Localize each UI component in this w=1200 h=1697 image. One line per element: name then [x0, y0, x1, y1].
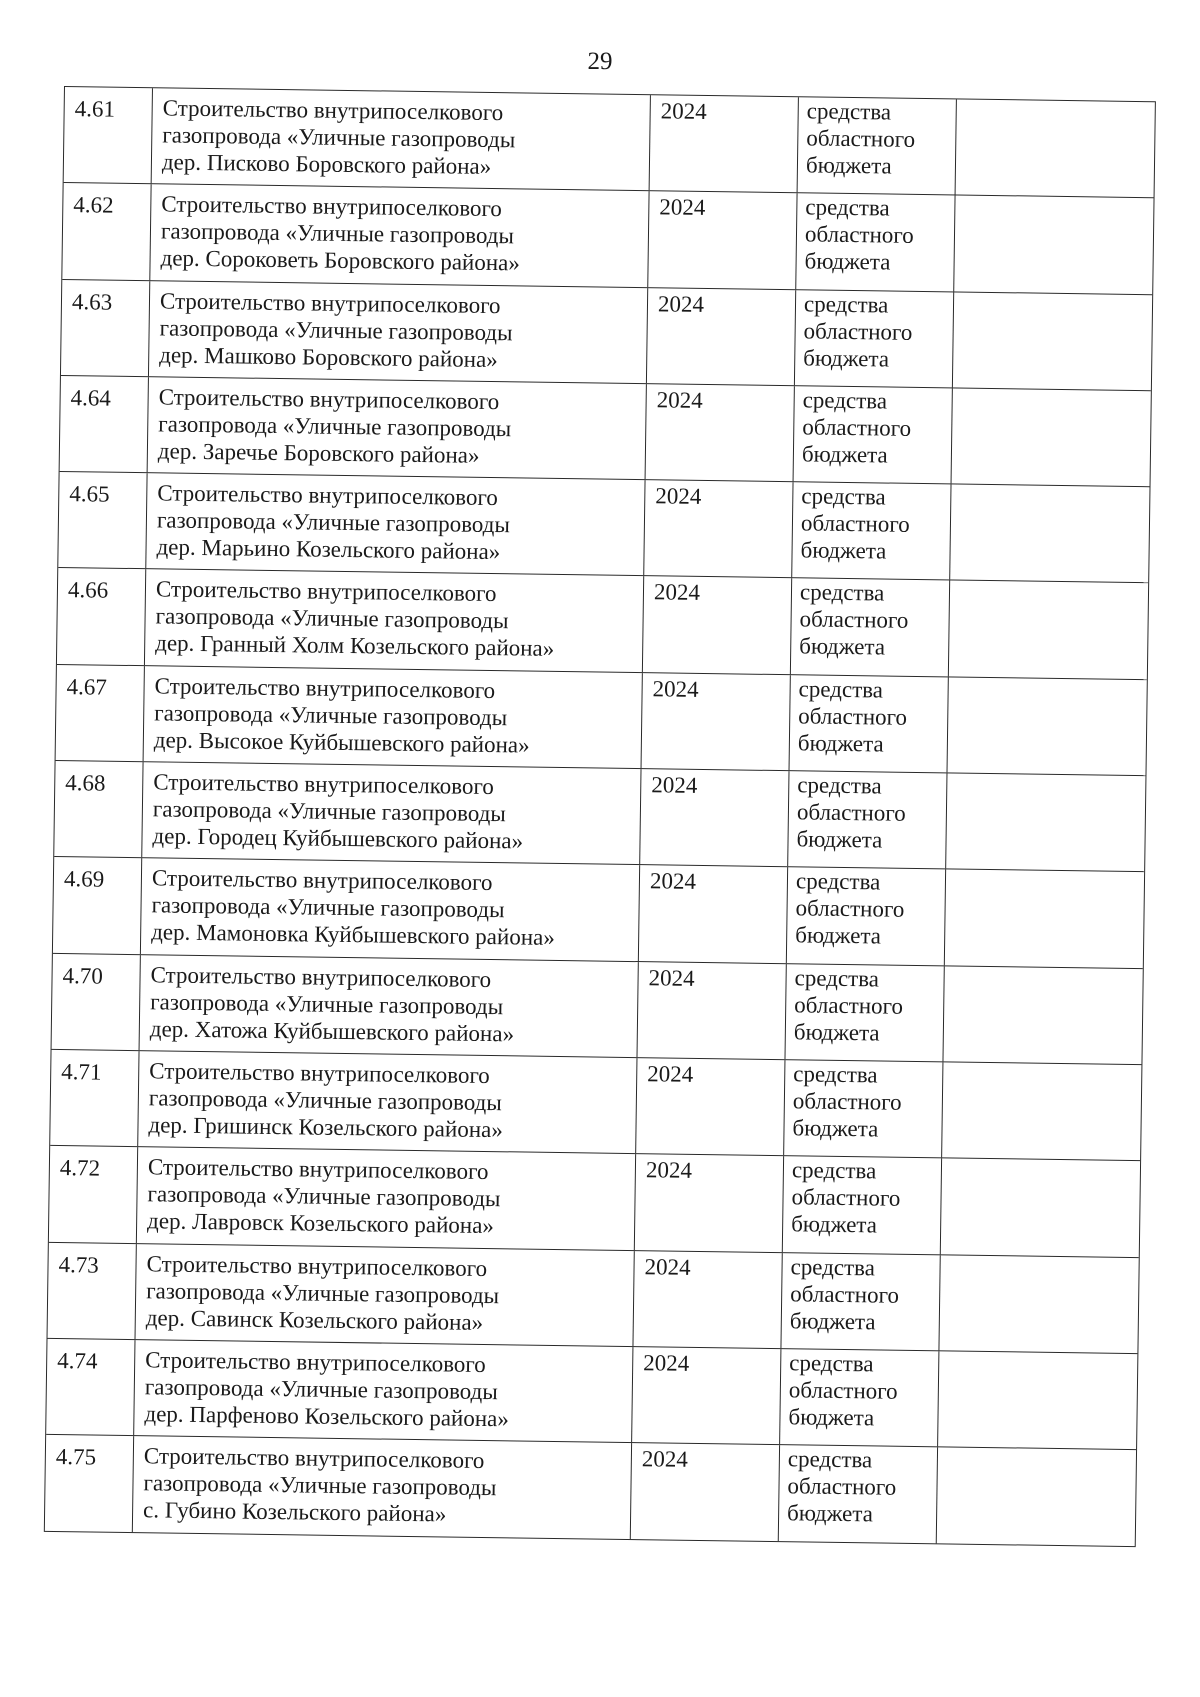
- empty-cell: [942, 1062, 1141, 1160]
- item-name-line: с. Губино Козельского района»: [142, 1497, 447, 1527]
- item-name-line: Строительство внутрипоселкового: [147, 1154, 489, 1185]
- item-name-line: дер. Парфеново Козельского района»: [144, 1401, 510, 1432]
- item-name-line: дер. Сороковеть Боровского района»: [160, 245, 521, 276]
- empty-cell: [945, 870, 1144, 968]
- table-row: [64, 87, 1155, 199]
- item-name-line: дер. Мамоновка Куйбышевского района»: [151, 919, 556, 951]
- item-number-cell: 4.65: [58, 472, 147, 569]
- item-year-cell: 2024: [633, 1251, 782, 1348]
- funding-source-cell: [783, 1156, 942, 1253]
- document-table: [44, 86, 1156, 1548]
- item-year-cell: 2024: [635, 1154, 784, 1251]
- item-name-line: Строительство внутрипоселкового: [143, 1443, 485, 1474]
- funding-source-line: областного: [795, 895, 905, 923]
- item-number-cell: 4.61: [64, 87, 153, 184]
- item-year-cell: 2024: [643, 577, 792, 674]
- funding-source-line: бюджета: [800, 537, 887, 564]
- item-name-cell: [141, 859, 640, 961]
- table-row: [54, 761, 1145, 873]
- item-name-line: газопровода «Уличные газопроводы: [160, 218, 515, 249]
- item-name-line: газопровода «Уличные газопроводы: [151, 892, 505, 923]
- funding-source-line: средства: [797, 772, 882, 799]
- item-year-cell: 2024: [650, 95, 799, 192]
- item-year-cell: 2024: [640, 769, 789, 866]
- item-name-cell: [149, 281, 648, 383]
- funding-source-line: бюджета: [796, 826, 883, 853]
- item-name-line: газопровода «Уличные газопроводы: [158, 411, 512, 442]
- item-name-line: Строительство внутрипоселкового: [157, 480, 499, 511]
- funding-source-line: средства: [793, 1061, 878, 1088]
- funding-source-line: средства: [789, 1350, 874, 1377]
- item-name-line: газопровода «Уличные газопроводы: [150, 988, 504, 1019]
- item-number-cell: 4.68: [54, 761, 143, 858]
- item-name-line: дер. Марьино Козельского района»: [156, 534, 501, 565]
- funding-source-cell: [796, 194, 955, 291]
- item-name-cell: [138, 1051, 637, 1153]
- funding-source-cell: [795, 290, 954, 387]
- empty-cell: [953, 292, 1152, 390]
- item-name-cell: [144, 666, 643, 768]
- item-name-line: газопровода «Уличные газопроводы: [143, 1470, 497, 1501]
- funding-source-cell: [779, 1445, 938, 1543]
- item-year-cell: 2024: [647, 288, 796, 385]
- empty-cell: [939, 1255, 1138, 1353]
- item-number-cell: 4.63: [61, 280, 150, 377]
- funding-source-line: средства: [802, 387, 888, 414]
- table-row: [48, 1242, 1139, 1354]
- empty-cell: [952, 388, 1151, 486]
- item-number-cell: 4.72: [49, 1146, 138, 1243]
- funding-source-line: средства: [795, 868, 881, 895]
- item-number-cell: 4.74: [46, 1339, 135, 1436]
- funding-source-line: областного: [790, 1280, 900, 1308]
- item-name-line: Строительство внутрипоселкового: [153, 769, 494, 800]
- empty-cell: [956, 99, 1155, 197]
- table-row: [45, 1435, 1136, 1547]
- item-name-line: дер. Хатожа Куйбышевского района»: [149, 1015, 515, 1047]
- item-name-cell: [137, 1147, 636, 1249]
- funding-source-cell: [792, 482, 951, 579]
- table-row: [60, 376, 1151, 488]
- funding-source-line: областного: [802, 414, 912, 441]
- item-name-cell: [133, 1436, 632, 1539]
- funding-source-cell: [790, 675, 949, 772]
- empty-cell: [950, 485, 1149, 583]
- table-row: [57, 568, 1148, 680]
- empty-cell: [938, 1351, 1137, 1449]
- item-number-cell: 4.70: [52, 954, 141, 1051]
- funding-source-line: бюджета: [788, 1404, 875, 1431]
- funding-source-line: средства: [798, 676, 884, 703]
- table-row: [50, 1050, 1141, 1162]
- item-name-line: Строительство внутрипоселкового: [151, 865, 493, 896]
- funding-source-line: средства: [806, 98, 892, 125]
- empty-cell: [943, 966, 1142, 1064]
- page-number: 29: [587, 48, 613, 75]
- item-name-line: Строительство внутрипоселкового: [150, 961, 492, 992]
- empty-cell: [948, 677, 1147, 775]
- item-name-line: газопровода «Уличные газопроводы: [156, 507, 511, 538]
- item-name-line: газопровода «Уличные газопроводы: [152, 796, 507, 827]
- item-name-line: газопровода «Уличные газопроводы: [147, 1181, 501, 1212]
- item-number-cell: 4.64: [60, 376, 149, 473]
- item-name-line: дер. Высокое Куйбышевского района»: [153, 727, 530, 758]
- item-number-cell: 4.73: [48, 1242, 137, 1339]
- funding-source-line: бюджета: [801, 441, 888, 468]
- funding-source-line: средства: [799, 579, 885, 606]
- item-name-line: Строительство внутрипоселкового: [158, 384, 500, 414]
- funding-source-cell: [784, 1060, 943, 1157]
- item-name-line: дер. Машково Боровского района»: [159, 341, 498, 372]
- funding-source-line: средства: [790, 1253, 876, 1280]
- item-name-cell: [140, 955, 639, 1057]
- item-name-line: Строительство внутрипоселкового: [149, 1058, 490, 1089]
- funding-source-line: областного: [804, 221, 914, 249]
- funding-source-line: средства: [794, 964, 880, 992]
- funding-source-line: областного: [787, 1473, 897, 1500]
- item-name-line: дер. Городец Куйбышевского района»: [152, 823, 524, 854]
- item-year-cell: 2024: [631, 1443, 780, 1541]
- funding-source-line: бюджета: [799, 633, 886, 661]
- funding-source-line: областного: [794, 991, 904, 1019]
- item-name-cell: [150, 185, 649, 287]
- funding-source-line: областного: [800, 510, 910, 538]
- funding-source-cell: [780, 1349, 939, 1446]
- funding-source-line: областного: [806, 125, 916, 152]
- item-year-cell: 2024: [644, 480, 793, 577]
- funding-source-cell: [794, 386, 953, 483]
- funding-source-line: областного: [788, 1377, 898, 1404]
- table-row: [53, 857, 1144, 969]
- funding-source-cell: [785, 964, 944, 1061]
- item-name-line: дер. Лавровск Козельского района»: [146, 1208, 495, 1239]
- funding-source-line: бюджета: [793, 1018, 880, 1046]
- item-name-line: газопровода «Уличные газопроводы: [146, 1277, 500, 1308]
- funding-source-line: бюджета: [791, 1211, 878, 1238]
- funding-source-line: областного: [798, 703, 908, 730]
- empty-cell: [941, 1159, 1140, 1257]
- item-name-cell: [136, 1244, 635, 1346]
- item-name-cell: [148, 377, 647, 479]
- empty-cell: [949, 581, 1148, 679]
- funding-source-line: средства: [791, 1157, 877, 1184]
- item-year-cell: 2024: [637, 962, 786, 1059]
- item-number-cell: 4.62: [62, 183, 151, 280]
- funding-source-line: средства: [805, 194, 890, 221]
- funding-source-line: областного: [791, 1184, 901, 1212]
- item-name-cell: [142, 762, 641, 864]
- empty-cell: [946, 773, 1145, 871]
- funding-source-line: областного: [792, 1088, 902, 1115]
- item-number-cell: 4.75: [45, 1435, 134, 1533]
- item-name-line: Строительство внутрипоселкового: [146, 1250, 488, 1281]
- item-name-line: газопровода «Уличные газопроводы: [148, 1085, 502, 1116]
- funding-source-cell: [798, 97, 957, 194]
- item-name-cell: [134, 1340, 633, 1442]
- item-name-line: газопровода «Уличные газопроводы: [155, 603, 509, 634]
- item-name-cell: [145, 570, 644, 672]
- funding-source-line: бюджета: [795, 922, 882, 949]
- item-name-line: дер. Заречье Боровского района»: [157, 438, 480, 468]
- table-row: [49, 1146, 1140, 1258]
- funding-source-line: бюджета: [803, 344, 890, 372]
- item-name-cell: [146, 473, 645, 575]
- item-year-cell: 2024: [648, 191, 797, 288]
- funding-source-cell: [788, 771, 947, 868]
- item-name-line: дер. Писково Боровского района»: [161, 149, 492, 179]
- funding-source-line: бюджета: [789, 1307, 876, 1335]
- item-name-line: газопровода «Уличные газопроводы: [144, 1374, 498, 1405]
- item-year-cell: 2024: [636, 1058, 785, 1155]
- item-name-line: дер. Гришинск Козельского района»: [148, 1112, 503, 1143]
- item-name-line: Строительство внутрипоселкового: [161, 191, 503, 222]
- funding-source-cell: [791, 579, 950, 676]
- table-row: [46, 1339, 1137, 1451]
- funding-source-line: бюджета: [786, 1500, 874, 1527]
- funding-source-cell: [781, 1253, 940, 1350]
- item-number-cell: 4.71: [50, 1050, 139, 1147]
- item-number-cell: 4.66: [57, 568, 146, 665]
- item-name-line: Строительство внутрипоселкового: [145, 1347, 486, 1377]
- item-name-line: газопровода «Уличные газопроводы: [162, 122, 516, 153]
- funding-source-line: областного: [796, 799, 906, 826]
- table-row: [52, 954, 1143, 1066]
- empty-cell: [937, 1447, 1136, 1546]
- item-year-cell: 2024: [642, 673, 791, 770]
- item-name-line: газопровода «Уличные газопроводы: [154, 700, 508, 731]
- table-row: [56, 665, 1147, 777]
- item-name-line: Строительство внутрипоселкового: [162, 95, 504, 126]
- funding-source-line: бюджета: [792, 1115, 879, 1142]
- empty-cell: [954, 196, 1153, 294]
- funding-source-line: областного: [799, 606, 909, 634]
- item-year-cell: 2024: [646, 384, 795, 481]
- item-year-cell: 2024: [639, 865, 788, 962]
- funding-source-line: средства: [803, 290, 889, 318]
- item-name-cell: [152, 88, 651, 190]
- item-name-line: дер. Савинск Козельского района»: [145, 1304, 484, 1335]
- item-name-line: Строительство внутрипоселкового: [154, 673, 496, 703]
- table-row: [61, 280, 1152, 392]
- item-number-cell: 4.69: [53, 857, 142, 954]
- item-name-line: дер. Гранный Холм Козельского района»: [155, 630, 555, 662]
- item-year-cell: 2024: [632, 1347, 781, 1444]
- funding-source-line: бюджета: [805, 152, 892, 179]
- table-row: [62, 183, 1153, 295]
- funding-source-line: бюджета: [797, 730, 884, 757]
- funding-source-line: бюджета: [804, 248, 891, 275]
- funding-source-cell: [787, 868, 946, 965]
- item-name-line: Строительство внутрипоселкового: [159, 287, 501, 318]
- item-name-line: газопровода «Уличные газопроводы: [159, 314, 513, 345]
- table-row: [58, 472, 1149, 584]
- item-name-line: Строительство внутрипоселкового: [155, 576, 497, 607]
- funding-source-line: средства: [801, 483, 886, 510]
- item-number-cell: 4.67: [56, 665, 145, 762]
- funding-source-line: областного: [803, 317, 913, 345]
- funding-source-line: средства: [787, 1446, 873, 1473]
